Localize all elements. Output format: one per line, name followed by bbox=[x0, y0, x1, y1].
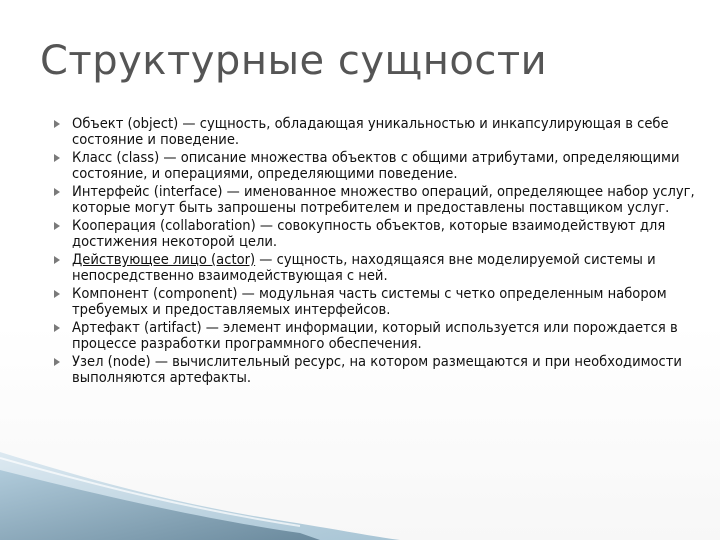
definition-text: — сущность, находящаяся вне моделируемой системы и непосредственно взаимодействующая с ней. bbox=[72, 251, 656, 284]
list-item bbox=[52, 354, 702, 385]
term-label: Компонент (component) bbox=[72, 285, 238, 302]
definition-text: — элемент информации, который используется или порождается в процессе разработки программного обеспечения. bbox=[72, 319, 678, 352]
term-label: Кооперация (collaboration) bbox=[72, 217, 256, 234]
term-label: Действующее лицо (actor) bbox=[72, 251, 256, 268]
term-label: Интерфейс (interface) bbox=[72, 183, 223, 200]
definition-text: — модульная часть системы с четко определенным набором требуемых и предоставляемых интерфейсов. bbox=[72, 285, 667, 318]
triangle-bullet-icon bbox=[54, 256, 60, 264]
bullet-list bbox=[52, 116, 702, 388]
definition-text: — совокупность объектов, которые взаимодействуют для достижения некоторой цели. bbox=[72, 217, 666, 250]
triangle-bullet-icon bbox=[54, 358, 60, 366]
definition-text: — вычислительный ресурс, на котором размещаются и при необходимости выполняются артефакты. bbox=[72, 353, 682, 386]
triangle-bullet-icon bbox=[54, 324, 60, 332]
triangle-bullet-icon bbox=[54, 120, 60, 128]
triangle-bullet-icon bbox=[54, 222, 60, 230]
definition-text: — именованное множество операций, определяющее набор услуг, которые могут быть запрошены потребителем и предоставлены поставщиком услуг. bbox=[72, 183, 695, 216]
wave-dark bbox=[0, 470, 320, 540]
wave-line bbox=[0, 458, 300, 526]
list-item bbox=[52, 184, 702, 215]
wave-light bbox=[0, 452, 400, 540]
list-item bbox=[52, 252, 702, 283]
triangle-bullet-icon bbox=[54, 188, 60, 196]
list-item bbox=[52, 116, 702, 147]
definition-text: — описание множества объектов с общими атрибутами, определяющими состояние, и операциями, определяющими поведение. bbox=[72, 149, 680, 182]
definition-text: — сущность, обладающая уникальностью и инкапсулирующая в себе состояние и поведение. bbox=[72, 115, 669, 148]
list-item bbox=[52, 218, 702, 249]
term-label: Узел (node) bbox=[72, 353, 151, 370]
list-item bbox=[52, 320, 702, 351]
list-item bbox=[52, 150, 702, 181]
list-item bbox=[52, 286, 702, 317]
triangle-bullet-icon bbox=[54, 154, 60, 162]
term-label: Артефакт (artifact) bbox=[72, 319, 202, 336]
term-label: Класс (class) bbox=[72, 149, 160, 166]
triangle-bullet-icon bbox=[54, 290, 60, 298]
slide-title: Структурные сущности bbox=[40, 38, 548, 84]
term-label: Объект (object) bbox=[72, 115, 179, 132]
